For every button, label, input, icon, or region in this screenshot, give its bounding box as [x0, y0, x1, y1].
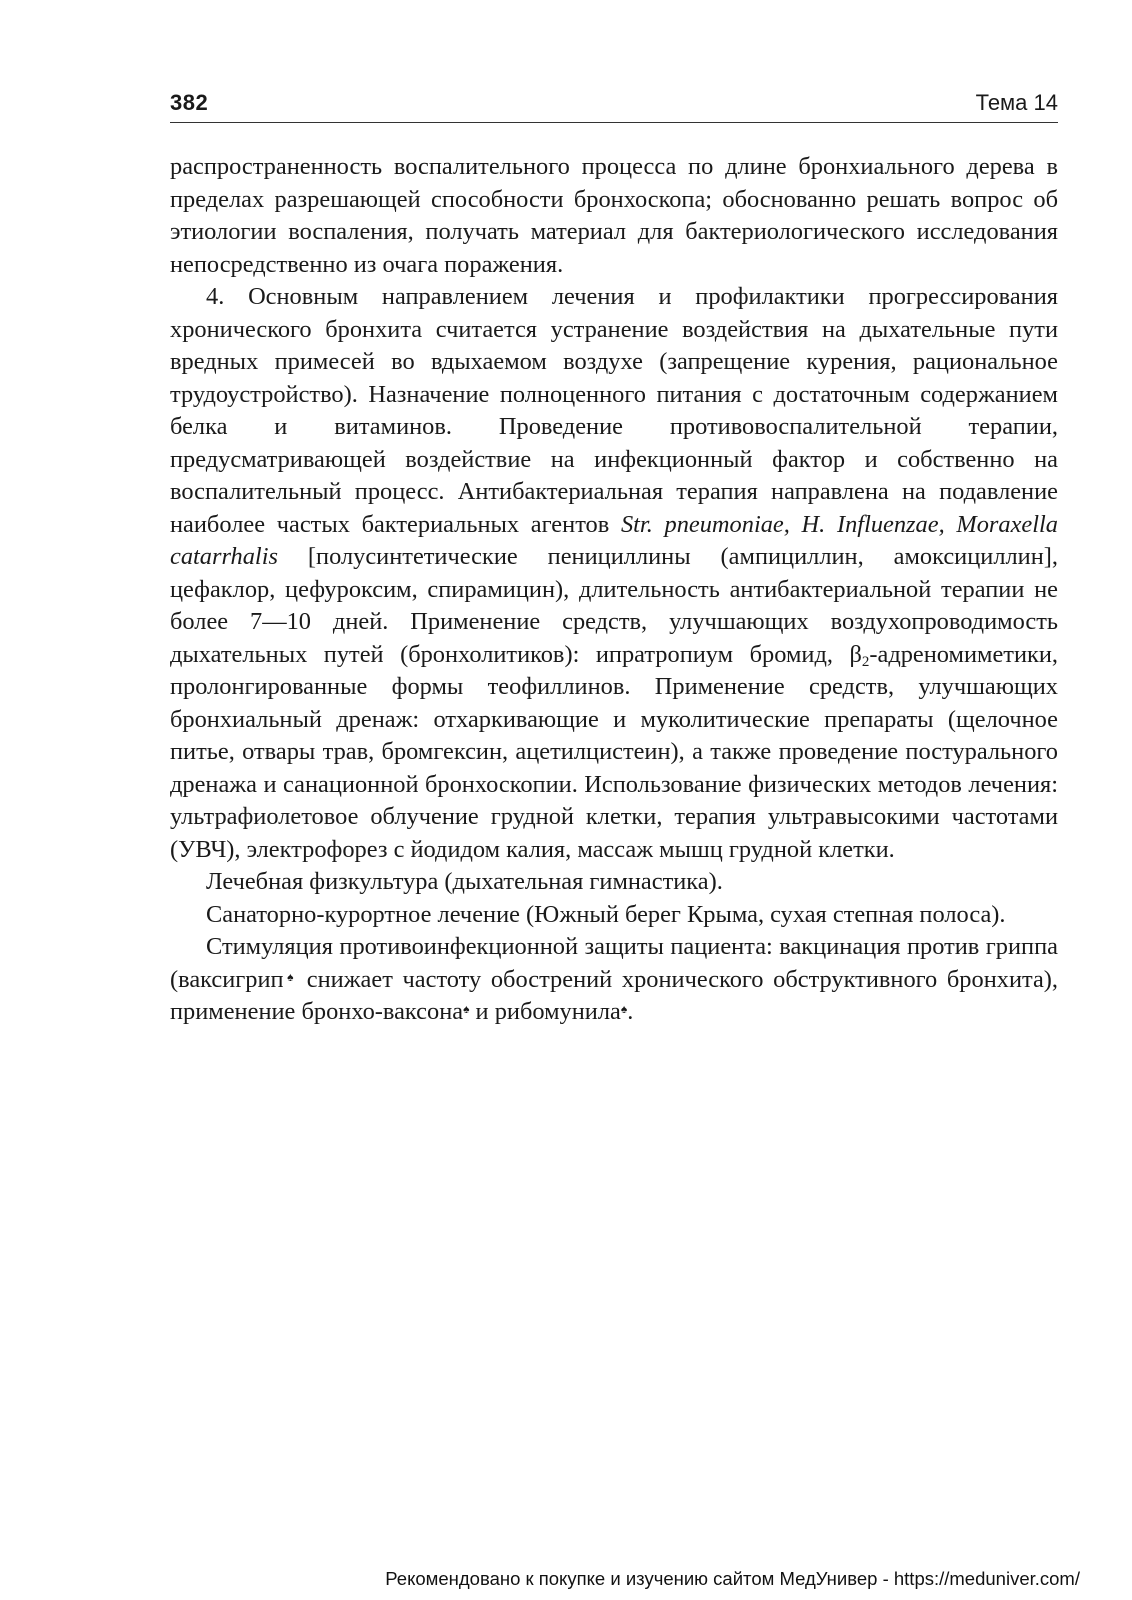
paragraph-5	[170, 931, 1058, 1029]
paragraph-3: Лечебная физкультура (дыхательная гимнастика).	[206, 868, 723, 895]
paragraph-1: распространенность воспалительного процесса по длине бронхиального дерева в пределах разрешающей способности бронхоскопа; обоснованно решать вопрос об этиологии воспаления, получать материал для бактериологического исследования непосредственно из очага поражения.	[170, 153, 1058, 278]
running-head: Тема 14	[975, 90, 1058, 115]
paragraph-5-part-4: .	[627, 998, 634, 1025]
page-header	[170, 88, 1058, 123]
drug-mark-icon: ♠	[620, 1002, 628, 1016]
drug-mark-icon: ♠	[283, 969, 298, 984]
paragraph-2-part-2: [полусинтетические пенициллины (ампициллин, амоксициллин], цефаклор, цефуроксим, спирамицин), длительность антибактериальной терапии не более 7—10 дней. Применение средств, улучшающих воздухопроводимость дыхательных путей (бронхолитиков): ипратропиум бромид, β	[170, 543, 1058, 668]
bacteria-species: Str. pneumoniae, H. Influenzae, Moraxella catarrhalis	[170, 510, 1058, 570]
footer-recommendation: Рекомендовано к покупке и изучению сайтом МедУнивер - https://meduniver.com/	[385, 1568, 1080, 1589]
paragraph-4: Санаторно-курортное лечение (Южный берег Крыма, сухая степная полоса).	[206, 900, 1006, 928]
paragraph-5-part-3: и рибомунила	[469, 998, 621, 1025]
paragraph-5-part-2: снижает частоту обострений хронического обструктивного бронхита), применение бронхо-ваксона	[170, 965, 1058, 1025]
page-number: 382	[170, 90, 209, 115]
paragraph-5-part-1: Стимуляция противоинфекционной защиты пациента: вакцинация против гриппа (ваксигрип	[170, 933, 1058, 993]
body-text	[170, 151, 1058, 1029]
paragraph-2-part-3: -адреномиметики, пролонгированные формы теофиллинов. Применение средств, улучшающих бронхиальный дренаж: отхаркивающие и муколитические препараты (щелочное питье, отвары трав, бромгексин, ацетилцистеин), а также проведение постурального дренажа и санационной бронхоскопии. Использование физических методов лечения: ультрафиолетовое облучение грудной клетки, терапия ультравысокими частотами (УВЧ), электрофорез с йодидом калия, массаж мышц грудной клетки.	[170, 640, 1058, 863]
beta-subscript: 2	[861, 653, 870, 670]
paragraph-2-part-1: 4. Основным направлением лечения и профилактики прогрессирования хронического бронхита считается устранение воздействия на дыхательные пути вредных примесей во вдыхаемом воздухе (запрещение курения, рациональное трудоустройство). Назначение полноценного питания с достаточным содержанием белка и витаминов. Проведение противовоспалительной терапии, предусматривающей воздействие на инфекционный фактор и собственно на воспалительный процесс. Антибактериальная терапия направлена на подавление наиболее частых бактериальных агентов	[170, 283, 1058, 538]
paragraph-2	[170, 281, 1058, 866]
drug-mark-icon: ♠	[463, 1002, 470, 1016]
